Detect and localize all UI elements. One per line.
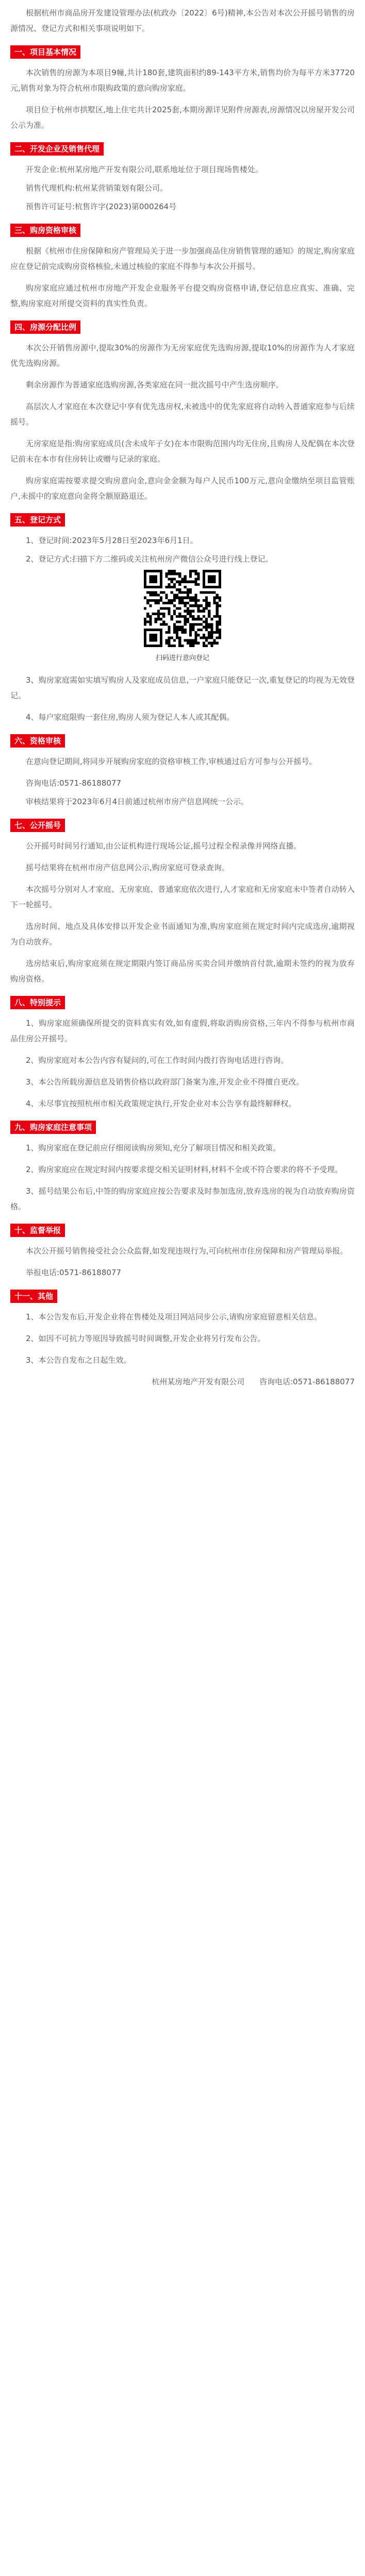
section-8-para-2: 2、购房家庭对本公告内容有疑问的,可在工作时间内拨打咨询电话进行咨询。 — [26, 1056, 289, 1065]
section-3-para-1: 根据《杭州市住房保障和房产管理局关于进一步加强商品住房销售管理的通知》的规定,购房家庭应在登记前完成购房资格核验,未通过核验的家庭不得参与本次公开摇号。 — [10, 246, 355, 271]
section-7-para-1: 公开摇号时间另行通知,由公证机构进行现场公证,摇号过程全程录像并网络直播。 — [26, 841, 302, 851]
section-8-para-1: 1、购房家庭须确保所提交的资料真实有效,如有虚假,将取消购房资格,三年内不得参与杭州市商品住房公开摇号。 — [10, 1019, 355, 1043]
signature-phone: 咨询电话:0571-86188077 — [259, 1377, 355, 1386]
section-1-para-1: 本次销售的房源为本项目9幢,共计180套,建筑面积约89-143平方米,销售均价为每平方米37720元,销售对象为符合杭州市限购政策的意向购房家庭。 — [10, 68, 355, 93]
qr-code[interactable] — [144, 570, 221, 647]
section-6-title: 六、资格审核 — [10, 734, 65, 748]
section-10-phone: 举报电话:0571-86188077 — [26, 1268, 121, 1277]
section-4-para-2: 剩余房源作为普通家庭选购房源,各类家庭在同一批次摇号中产生选房顺序。 — [26, 380, 284, 389]
section-2-title: 二、开发企业及销售代理 — [10, 142, 104, 156]
section-3-para-2: 购房家庭应通过杭州市房地产开发企业服务平台提交购房资格申请,登记信息应真实、准确、完整,购房家庭对所提交资料的真实性负责。 — [10, 283, 355, 308]
section-1-para-2: 项目位于杭州市拱墅区,地上住宅共计2025套,本期房源详见附件房源表,房源情况以房屋开发公司公示为准。 — [10, 105, 355, 130]
section-5-para-1: 1、登记时间:2023年5月28日至2023年6月1日。 — [26, 536, 198, 545]
section-4-para-1: 本次公开销售房源中,提取30%的房源作为无房家庭优先选购房源,提取10%的房源作为人才家庭优先选购房源。 — [10, 343, 355, 368]
signature-line — [10, 1374, 355, 1389]
section-9-para-3: 3、摇号结果公布后,中签的购房家庭应按公告要求及时参加选房,放弃选房的视为自动放弃购房资格。 — [10, 1187, 355, 1211]
section-7-title: 七、公开摇号 — [10, 819, 65, 832]
section-10-para-1: 本次公开摇号销售接受社会公众监督,如发现违规行为,可向杭州市住房保障和房产管理局举报。 — [26, 1246, 348, 1256]
section-7-para-3: 本次摇号分别对人才家庭、无房家庭、普通家庭依次进行,人才家庭和无房家庭未中签者自动转入下一轮摇号。 — [10, 885, 355, 909]
qr-code-block — [10, 570, 355, 662]
section-11-title: 十一、其他 — [10, 1290, 57, 1303]
section-8-title: 八、特别提示 — [10, 996, 65, 1009]
section-6-para-3: 审核结果将于2023年6月4日前通过杭州市房产信息网统一公示。 — [26, 797, 249, 806]
section-7-para-4: 选房时间、地点及具体安排以开发企业书面通知为准,购房家庭须在规定时间内完成选房,逾期视为自动放弃。 — [10, 922, 355, 946]
section-6-para-1: 在意向登记期间,将同步开展购房家庭的资格审核工作,审核通过后方可参与公开摇号。 — [26, 757, 317, 766]
section-9-para-2: 2、购房家庭应在规定时间内按要求提交相关证明材料,材料不全或不符合要求的将不予受理。 — [26, 1165, 343, 1174]
section-4-para-4: 无房家庭是指:购房家庭成员(含未成年子女)在本市限购范围内均无住房,且购房人及配偶在本次登记前未在本市有住房转让或赠与记录的家庭。 — [10, 439, 355, 464]
section-11-para-3: 3、本公告自发布之日起生效。 — [26, 1355, 131, 1365]
section-5-para-2: 2、登记方式:扫描下方二维码或关注杭州房产微信公众号进行线上登记。 — [26, 554, 273, 564]
section-7-para-5: 选房结束后,购房家庭须在规定期限内签订商品房买卖合同并缴纳首付款,逾期未签约的视为放弃购房资格。 — [10, 959, 355, 984]
section-6-phone: 咨询电话:0571-86188077 — [26, 778, 121, 788]
section-7-para-2: 摇号结果将在杭州市房产信息网公示,购房家庭可登录查询。 — [26, 863, 229, 872]
section-2-para-2: 销售代理机构:杭州某营销策划有限公司。 — [26, 183, 168, 193]
section-5-para-4: 4、每户家庭限购一套住房,购房人须为登记人本人或其配偶。 — [26, 713, 235, 722]
section-11-para-2: 2、如因不可抗力等原因导致摇号时间调整,开发企业将另行发布公告。 — [26, 1334, 266, 1343]
section-10-title: 十、监督举报 — [10, 1224, 65, 1237]
section-2-para-1: 开发企业:杭州某房地产开发有限公司,联系地址位于项目现场售楼处。 — [26, 165, 263, 174]
section-8-para-4: 4、未尽事宜按照杭州市相关政策规定执行,开发企业对本公告享有最终解释权。 — [26, 1099, 296, 1108]
section-8-para-3: 3、本公告所载房源信息及销售价格以政府部门备案为准,开发企业不得擅自更改。 — [26, 1077, 304, 1087]
section-1-title: 一、项目基本情况 — [10, 45, 80, 59]
signature-company: 杭州某房地产开发有限公司 — [152, 1377, 245, 1386]
section-5-title: 五、登记方式 — [10, 513, 65, 527]
intro-paragraph: 根据杭州市商品房开发建设管理办法(杭政办〔2022〕6号)精神,本公告对本次公开摇号销售的房源情况、登记方式和相关事项说明如下。 — [10, 8, 355, 33]
section-2-para-3: 预售许可证号:杭售许字(2023)第000264号 — [26, 202, 177, 211]
section-5-para-3: 3、购房家庭需如实填写购房人及家庭成员信息,一户家庭只能登记一次,重复登记的均视为无效登记。 — [10, 675, 355, 700]
section-4-para-5: 购房家庭需按要求提交购房意向金,意向金金额为每户人民币100万元,意向金缴纳至项目监管账户,未摇中的家庭意向金将全额原路退还。 — [10, 476, 355, 501]
section-3-title: 三、购房资格审核 — [10, 224, 80, 237]
section-4-para-3: 高层次人才家庭在本次登记中享有优先选房权,未被选中的优先家庭将自动转入普通家庭参与后续摇号。 — [10, 402, 355, 427]
section-11-para-1: 1、本公告发布后,开发企业将在售楼处及项目网站同步公示,请购房家庭留意相关信息。 — [26, 1312, 322, 1321]
section-9-para-1: 1、购房家庭在登记前应仔细阅读购房须知,充分了解项目情况和相关政策。 — [26, 1143, 281, 1153]
section-9-title: 九、购房家庭注意事项 — [10, 1121, 96, 1134]
qr-code-label: 扫码进行意向登记 — [155, 654, 209, 662]
section-4-title: 四、房源分配比例 — [10, 320, 80, 334]
